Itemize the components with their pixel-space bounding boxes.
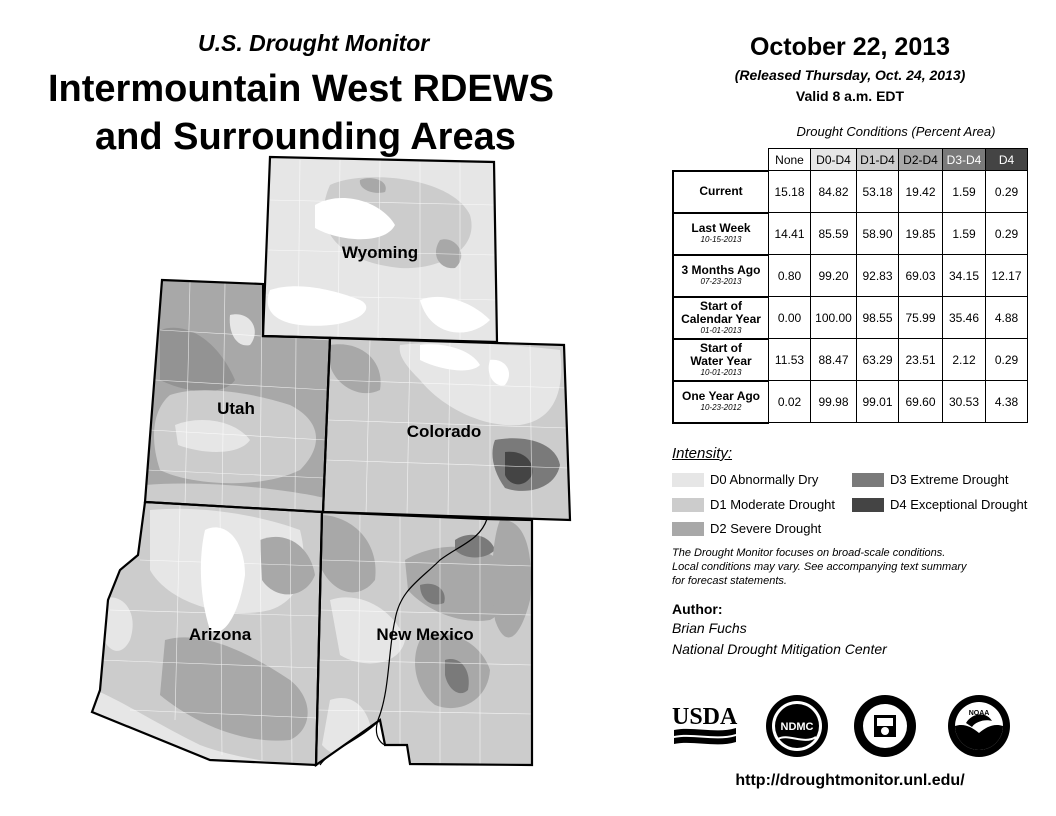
- table-cell: 85.59: [811, 213, 857, 255]
- note-line: Local conditions may vary. See accompanying text summary: [672, 561, 967, 573]
- table-cell: 34.15: [943, 255, 986, 297]
- legend-swatch: [672, 522, 704, 536]
- table-cell: 100.00: [811, 297, 857, 339]
- svg-text:USDA: USDA: [672, 704, 738, 730]
- map-title-line2: and Surrounding Areas: [95, 116, 516, 158]
- legend-item-d4: [852, 497, 1027, 512]
- row-label: 3 Months Ago: [681, 263, 761, 277]
- table-cell: 4.38: [986, 381, 1028, 423]
- table-cell: 1.59: [943, 171, 986, 213]
- disclaimer-note: [672, 546, 1032, 588]
- table-cell: 15.18: [769, 171, 811, 213]
- legend-label: D4 Exceptional Drought: [890, 497, 1028, 512]
- author-label: Author:: [672, 601, 723, 617]
- header-none: None: [769, 149, 811, 171]
- map-date: October 22, 2013: [749, 33, 951, 61]
- valid-time: Valid 8 a.m. EDT: [795, 88, 905, 104]
- table-cell: 69.03: [899, 255, 943, 297]
- map-title-line1: Intermountain West RDEWS: [48, 68, 554, 110]
- svg-text:NOAA: NOAA: [968, 710, 990, 717]
- table-cell: 35.46: [943, 297, 986, 339]
- row-label: One Year Ago: [681, 389, 761, 403]
- table-cell: 98.55: [857, 297, 899, 339]
- table-cell: 14.41: [769, 213, 811, 255]
- drought-conditions-table: [672, 148, 1028, 424]
- legend-item-d0: [672, 472, 818, 487]
- legend-swatch: [672, 498, 704, 512]
- table-row: [673, 381, 1028, 423]
- table-cell: 99.98: [811, 381, 857, 423]
- label-arizona: Arizona: [188, 625, 252, 644]
- table-cell: 75.99: [899, 297, 943, 339]
- header-d0-d4: D0-D4: [811, 149, 857, 171]
- release-date: (Released Thursday, Oct. 24, 2013): [734, 67, 966, 83]
- table-cell: 84.82: [811, 171, 857, 213]
- table-cell: 1.59: [943, 213, 986, 255]
- legend-label: D0 Abnormally Dry: [710, 472, 819, 487]
- table-cell: 11.53: [769, 339, 811, 381]
- row-date: 10-01-2013: [700, 367, 742, 377]
- row-date: 10-23-2012: [700, 403, 742, 412]
- table-cell: 0.29: [986, 171, 1028, 213]
- legend-label: D3 Extreme Drought: [890, 472, 1009, 487]
- author-name: Brian Fuchs: [672, 620, 747, 636]
- row-label-2: Water Year: [690, 353, 752, 368]
- legend-item-d3: [852, 472, 1009, 487]
- table-cell: 99.20: [811, 255, 857, 297]
- table-cell: 88.47: [811, 339, 857, 381]
- row-label: Start of: [700, 298, 742, 313]
- header-d3-d4: D3-D4: [943, 149, 986, 171]
- row-label-2: Calendar Year: [681, 311, 761, 326]
- table-cell: 99.01: [857, 381, 899, 423]
- table-cell: 30.53: [943, 381, 986, 423]
- table-cell: 0.00: [769, 297, 811, 339]
- table-cell: 2.12: [943, 339, 986, 381]
- svg-text:NDMC: NDMC: [780, 721, 814, 733]
- legend-swatch: [672, 473, 704, 487]
- table-cell: 4.88: [986, 297, 1028, 339]
- label-new-mexico: New Mexico: [376, 625, 474, 644]
- note-line: The Drought Monitor focuses on broad-scale conditions.: [672, 547, 946, 559]
- label-wyoming: Wyoming: [341, 243, 419, 262]
- table-cell: 63.29: [857, 339, 899, 381]
- table-cell: 92.83: [857, 255, 899, 297]
- noaa-logo: [946, 693, 1012, 759]
- table-caption: Drought Conditions (Percent Area): [796, 124, 996, 139]
- table-row: [673, 171, 1028, 213]
- website-link[interactable]: http://droughtmonitor.unl.edu/: [735, 772, 965, 789]
- table-cell: 53.18: [857, 171, 899, 213]
- table-row: [673, 339, 1028, 381]
- table-cell: 19.85: [899, 213, 943, 255]
- header-d4: D4: [986, 149, 1028, 171]
- table-row: [673, 297, 1028, 339]
- table-cell: 0.29: [986, 339, 1028, 381]
- table-cell: 23.51: [899, 339, 943, 381]
- map-subtitle: U.S. Drought Monitor: [198, 30, 430, 56]
- label-colorado: Colorado: [406, 422, 482, 441]
- table-cell: 0.80: [769, 255, 811, 297]
- table-row: [673, 255, 1028, 297]
- table-row: [673, 213, 1028, 255]
- legend-label: D1 Moderate Drought: [710, 497, 836, 512]
- row-label: Start of: [700, 340, 742, 355]
- legend-title: Intensity:: [672, 445, 733, 462]
- table-cell: 69.60: [899, 381, 943, 423]
- table-cell: 58.90: [857, 213, 899, 255]
- drought-map: [0, 150, 580, 780]
- row-label: Current: [699, 184, 743, 198]
- row-date: 07-23-2013: [700, 277, 742, 286]
- header-d1-d4: D1-D4: [857, 149, 899, 171]
- table-cell: 19.42: [899, 171, 943, 213]
- author-org: National Drought Mitigation Center: [672, 641, 887, 657]
- row-label: Last Week: [691, 221, 751, 235]
- commerce-seal-icon: [852, 693, 918, 759]
- legend-swatch: [852, 498, 884, 512]
- usda-logo: [672, 700, 738, 748]
- note-line: for forecast statements.: [672, 575, 787, 587]
- legend-swatch: [852, 473, 884, 487]
- label-utah: Utah: [217, 399, 255, 418]
- table-cell: 0.02: [769, 381, 811, 423]
- table-header-row: [673, 149, 1028, 171]
- legend-item-d1: [672, 497, 835, 512]
- table-cell: 0.29: [986, 213, 1028, 255]
- ndmc-logo: [764, 693, 830, 759]
- header-d2-d4: D2-D4: [899, 149, 943, 171]
- legend-label: D2 Severe Drought: [710, 521, 822, 536]
- row-date: 01-01-2013: [700, 325, 742, 335]
- row-date: 10-15-2013: [700, 235, 742, 244]
- table-cell: 12.17: [986, 255, 1028, 297]
- legend-item-d2: [672, 521, 821, 536]
